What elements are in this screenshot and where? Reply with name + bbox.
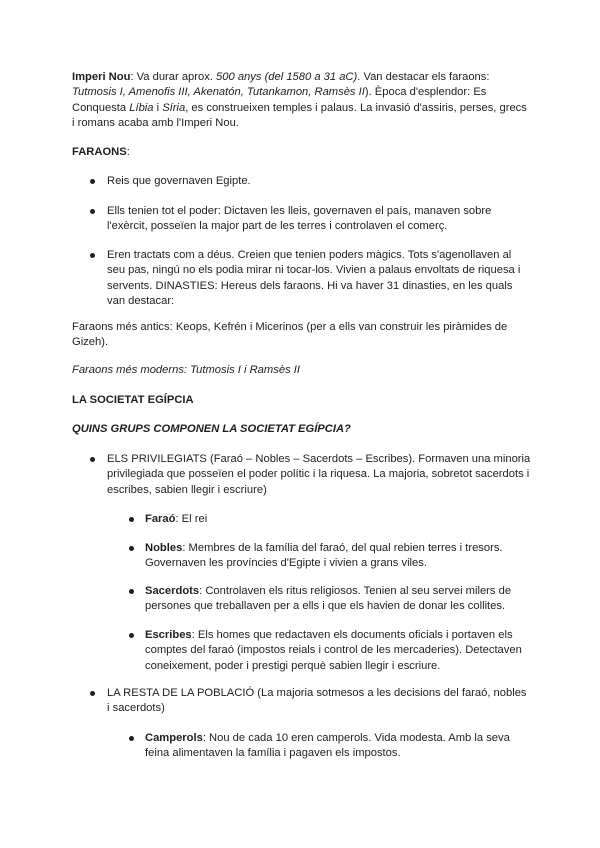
intro-place-libia: Líbia [129, 101, 154, 114]
group-camperols-text: : Nou de cada 10 eren camperols. Vida modesta. Amb la seva feina alimentaven la família i pagaven els impostos. [145, 732, 510, 760]
intro-text-5: , es construeixen temples i palaus. La invasió d'assiris, perses, grecs i romans acaba amb l'Imperi Nou. [72, 101, 527, 130]
societat-heading-text: LA SOCIETAT EGÍPCIA [72, 394, 194, 406]
faraons-antics: Faraons més antics: Keops, Kefrén i Micerinos (per a ells van construir les piràmides de Gizeh). [72, 321, 508, 349]
group-nobles-text: : Membres de la família del faraó, del qual rebien terres i tresors. Governaven les províncies d'Egipte i vivien a grans viles. [145, 542, 503, 570]
bullet-dot [90, 691, 95, 696]
intro-dates: (del 1580 a 31 aC) [264, 71, 358, 83]
faraons-heading [72, 145, 532, 160]
intro-text-4: i [153, 101, 163, 114]
group-nobles [145, 541, 532, 572]
intro-paragraph [72, 70, 532, 132]
intro-pharaohs: Tutmosis I, Amenofis III, Akenatón, Tutankamon, Ramsès II [72, 86, 365, 99]
group-escribes-name: Escribes [145, 629, 192, 641]
faraons-bullet-3 [107, 248, 532, 310]
bullet-dot [129, 736, 134, 741]
group-escribes [145, 628, 532, 674]
resta-bullet [107, 686, 532, 717]
group-farao-text: : El rei [175, 513, 208, 525]
bullet-dot [90, 253, 95, 258]
faraons-heading-colon: : [126, 146, 130, 158]
bullet-dot [129, 633, 134, 638]
societat-question-text: QUINS GRUPS COMPONEN LA SOCIETAT EGÍPCIA? [72, 423, 351, 435]
societat-heading [72, 393, 532, 408]
group-escribes-text: : Els homes que redactaven els documents oficials i portaven els comptes del faraó (impostos reials i control de les mercaderies). Detectaven coneixement, poder i prestigi perquè sabien llegir i escriure. [145, 629, 522, 672]
intro-text-1: : Va durar aprox. [130, 71, 217, 83]
faraons-bullet-3-text: Eren tractats com a déus. Creien que tenien poders màgics. Tots s'agenollaven al seu pas, ningú no els podia mirar ni tocar-los. Vivien a palaus envoltats de riquesa i servents. DINASTIES: Hereus dels faraons. Hi va haver 31 dinasties, en les quals van destacar: [107, 249, 521, 308]
faraons-moderns [72, 363, 532, 378]
intro-label: Imperi Nou [72, 71, 131, 83]
bullet-dot [90, 179, 95, 184]
societat-question [72, 422, 532, 437]
group-sacerdots-text: : Controlaven els ritus religiosos. Tenien al seu servei milers de persones que treballaven per a ells i que els havien de donar les collites. [145, 585, 512, 613]
resta-text: LA RESTA DE LA POBLACIÓ (La majoria sotmesos a les decisions del faraó, nobles i sacerdots) [107, 687, 527, 715]
intro-place-siria: Síria [162, 101, 186, 114]
faraons-heading-text: FARAONS [72, 146, 127, 158]
intro-text-2: . Van destacar els faraons: [357, 71, 490, 83]
group-camperols-name: Camperols [145, 732, 203, 744]
bullet-dot [129, 546, 134, 551]
group-nobles-name: Nobles [145, 542, 183, 554]
group-farao-name: Faraó [145, 513, 176, 525]
intro-period: 500 anys [216, 71, 262, 83]
privilegiats-bullet [107, 452, 532, 498]
faraons-bullet-2 [107, 204, 532, 235]
group-farao [145, 512, 532, 527]
bullet-dot [90, 209, 95, 214]
intro-text-3: ). Època d'esplendor: Es Conquesta [72, 86, 487, 114]
bullet-dot [129, 589, 134, 594]
faraons-moderns-text: Faraons més moderns: Tutmosis I i Ramsès II [72, 364, 300, 376]
privilegiats-text: ELS PRIVILEGIATS (Faraó – Nobles – Sacerdots – Escribes). Formaven una minoria privilegiada que posseïen el poder polític i la riquesa. La majoria, sobretot sacerdots i escribes, sabien llegir i escriure) [107, 453, 531, 496]
group-sacerdots-name: Sacerdots [145, 585, 200, 597]
group-camperols [145, 731, 532, 762]
faraons-bullet-1 [107, 174, 532, 189]
faraons-bullet-2-text: Ells tenien tot el poder: Dictaven les lleis, governaven el país, manaven sobre l'exèrcit, posseïen la major part de les terres i controlaven el comerç. [107, 205, 492, 233]
group-sacerdots [145, 584, 532, 615]
bullet-dot [90, 457, 95, 462]
faraons-bullet-1-text: Reis que governaven Egipte. [107, 175, 251, 187]
bullet-dot [129, 517, 134, 522]
